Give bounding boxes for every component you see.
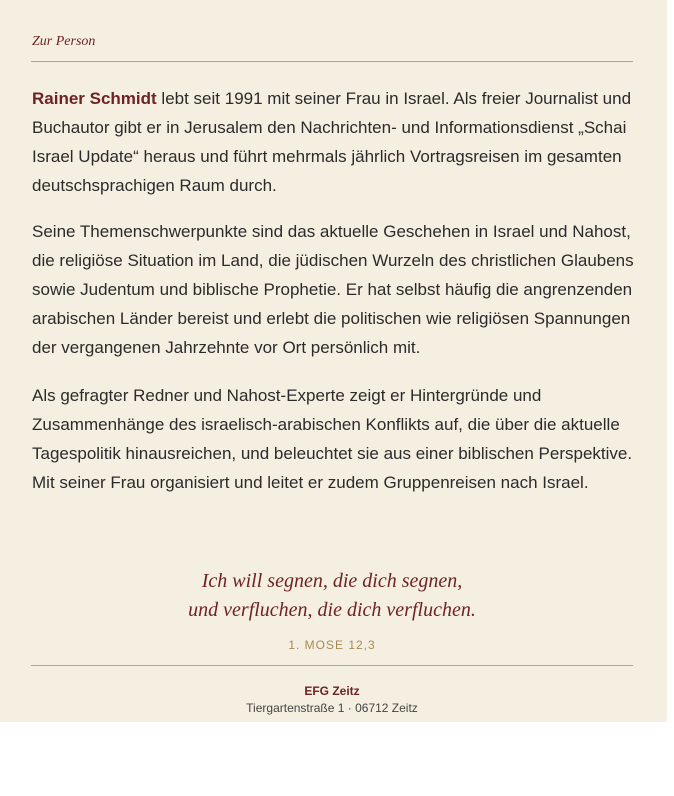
quote-reference: 1. MOSE 12,3 bbox=[288, 638, 376, 652]
section-kicker: Zur Person bbox=[32, 34, 96, 49]
top-divider bbox=[31, 61, 633, 62]
person-name: Rainer Schmidt bbox=[32, 89, 157, 108]
footer-address: Tiergartenstraße 1 · 06712 Zeitz bbox=[246, 701, 418, 715]
bottom-divider bbox=[31, 665, 633, 666]
bio-paragraph-1-text: lebt seit 1991 mit seiner Frau in Israel. Als freier Journalist und Buchautor gibt er in Jerusalem den Nachrichten- und Informationsdienst „Schai Israel Update“ heraus und führt mehrmals jährlich Vortragsreisen im gesamten deutschsprachigen Raum durch. bbox=[32, 89, 632, 195]
quote-line-2: und verfluchen, die dich verfluchen. bbox=[188, 599, 476, 621]
quote-line-1: Ich will segnen, die dich segnen, bbox=[201, 570, 463, 592]
bio-paragraph-3: Als gefragter Redner und Nahost-Experte zeigt er Hintergründe und Zusammenhänge des israelisch-arabischen Konflikts auf, die über die aktuelle Tagespolitik hinausreichen, und beleuchtet sie aus einer biblischen Perspektive. Mit seiner Frau organisiert und leitet er zudem Gruppenreisen nach Israel. bbox=[32, 386, 633, 492]
bio-paragraph-2: Seine Themenschwerpunkte sind das aktuelle Geschehen in Israel und Nahost, die religiöse Situation im Land, die jüdischen Wurzeln des christlichen Glaubens sowie Judentum und biblische Prophetie. Er hat selbst häufig die angrenzenden arabischen Länder bereist und erlebt die politischen wie religiösen Spannungen der vergangenen Jahrzehnte vor Ort persönlich mit. bbox=[32, 222, 634, 357]
bio-paragraph-1 bbox=[32, 84, 636, 200]
bible-quote bbox=[0, 567, 664, 625]
footer-organization: EFG Zeitz bbox=[304, 684, 360, 698]
